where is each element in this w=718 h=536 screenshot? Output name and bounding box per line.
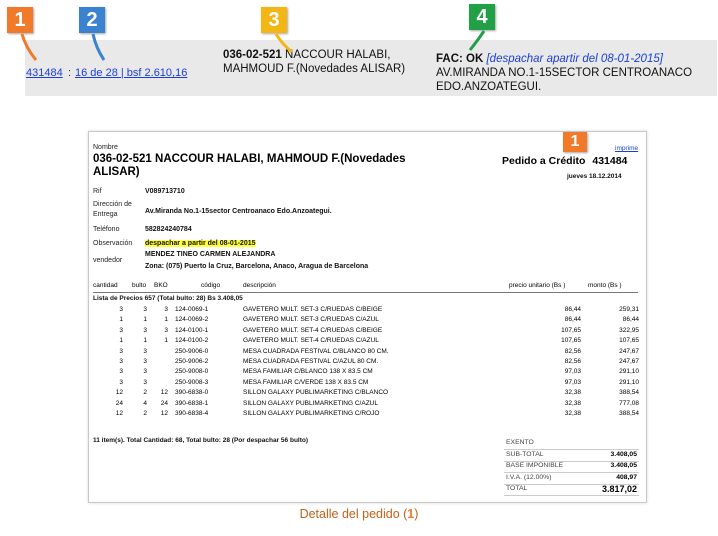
cell-bulto: 3	[143, 378, 147, 386]
table-row	[89, 358, 646, 368]
vendedor-zona: Zona: (075) Puerto la Cruz, Barcelona, Anaco, Aragua de Barcelona	[145, 263, 369, 270]
cell-bko: 1	[164, 316, 168, 324]
col-precio: precio unitario (Bs )	[509, 282, 566, 289]
nombre-value-line2: ALISAR)	[93, 166, 140, 178]
cell-bulto: 3	[143, 368, 147, 376]
pedido-number: 431484	[592, 155, 628, 167]
print-link[interactable]: imprime	[615, 145, 639, 152]
cell-bulto: 4	[143, 399, 147, 407]
cell-monto: 388,54	[619, 410, 639, 417]
nombre-value	[93, 153, 405, 179]
order-date: jueves 18.12.2014	[567, 173, 622, 180]
cell-precio: 32,38	[564, 399, 581, 407]
cell-codigo: 390-6838-4	[175, 410, 209, 417]
direccion-label	[93, 200, 132, 220]
caption-close: )	[414, 507, 419, 521]
col-codigo: código	[201, 282, 221, 289]
observacion-value: despachar a partir del 08-01-2015	[145, 240, 256, 247]
rif-value: V089713710	[145, 188, 185, 195]
cell-monto: 247,67	[619, 347, 639, 355]
cell-codigo: 124-0069-1	[175, 306, 209, 313]
order-detail-document	[88, 131, 647, 503]
totals-label: BASE IMPONIBLE	[506, 462, 564, 470]
cell-descripcion: MESA CUADRADA FESTIVAL C/AZUL 80 CM.	[243, 358, 379, 365]
cell-precio: 107,65	[561, 326, 581, 334]
cell-cantidad: 3	[119, 347, 123, 355]
totals-row	[504, 461, 639, 473]
cell-bko: 3	[164, 306, 168, 313]
cell-precio: 86,44	[564, 306, 581, 313]
items-table-header	[93, 282, 638, 293]
cell-monto: 777,08	[619, 399, 639, 407]
callout-arrows	[0, 0, 718, 100]
cell-monto: 247,67	[619, 358, 639, 365]
cell-precio: 97,03	[564, 368, 581, 376]
table-row	[89, 306, 646, 316]
cell-bulto: 2	[143, 410, 147, 417]
table-row	[89, 348, 646, 358]
cell-bko: 1	[164, 337, 168, 345]
cell-codigo: 390-6838-0	[175, 389, 209, 397]
totals-row	[504, 438, 639, 450]
vendedor-name: MENDEZ TINEO CARMEN ALEJANDRA	[145, 251, 276, 258]
cell-descripcion: GAVETERO MULT. SET-4 C/RUEDAS C/BEIGE	[243, 326, 383, 334]
cell-precio: 107,65	[561, 337, 581, 345]
vendedor-label: vendedor	[93, 257, 123, 264]
callout-badge-1: 1	[7, 7, 33, 33]
arrow-4	[470, 31, 484, 50]
table-row	[89, 368, 646, 378]
cell-monto: 291,10	[619, 378, 639, 386]
cell-precio: 82,56	[564, 358, 581, 365]
totals-label: EXENTO	[506, 439, 534, 446]
cell-bulto: 3	[143, 358, 147, 365]
pedido-title	[502, 155, 627, 168]
totals-label: TOTAL	[506, 485, 528, 493]
cell-monto: 291,10	[619, 368, 639, 376]
cell-bulto: 2	[143, 389, 147, 397]
client-code: 036-02-521	[223, 49, 282, 61]
lista-precios: Lista de Precios 657 (Total bulto: 28) Bs 3.408,05	[93, 295, 243, 302]
cell-codigo: 250-9008-0	[175, 368, 209, 376]
col-bko: BKO	[154, 282, 168, 289]
cell-monto: 86,44	[622, 316, 639, 324]
cell-precio: 97,03	[564, 378, 581, 386]
cell-descripcion: MESA CUADRADA FESTIVAL C/BLANCO 80 CM.	[243, 347, 389, 355]
totals-value: 3.408,05	[610, 462, 637, 470]
col-cantidad: cantidad	[93, 282, 118, 289]
pedido-type: Pedido a Crédito	[502, 155, 586, 167]
cell-descripcion: MESA FAMILIAR C/VERDE 138 X 83.5 CM	[243, 378, 369, 386]
items-summary: 11 item(s). Total Cantidad: 68, Total bulto: 28 (Por despachar 56 bulto)	[93, 437, 309, 444]
table-row	[89, 400, 646, 410]
doc-callout-badge-1: 1	[563, 132, 587, 152]
cell-codigo: 390-6838-1	[175, 399, 209, 407]
callout-badge-4: 4	[469, 4, 495, 30]
cell-cantidad: 3	[119, 358, 123, 365]
arrow-3	[276, 34, 292, 52]
cell-monto: 388,54	[619, 389, 639, 397]
totals-label: I.V.A. (12.00%)	[506, 473, 552, 481]
cell-bulto: 1	[143, 316, 147, 324]
totals-value: 3.408,05	[610, 450, 637, 458]
cell-cantidad: 1	[119, 337, 123, 345]
direccion-label-line1: Dirección de	[93, 201, 132, 208]
cell-cantidad: 12	[115, 410, 123, 417]
cell-cantidad: 1	[119, 316, 123, 324]
table-row	[89, 337, 646, 347]
address-line2: EDO.ANZOATEGUI.	[436, 81, 542, 93]
totals-row	[504, 450, 639, 462]
arrow-2	[93, 34, 104, 60]
cell-bko: 3	[164, 326, 168, 334]
cell-codigo: 124-0100-2	[175, 337, 209, 345]
totals-row	[504, 484, 639, 496]
cell-descripcion: SILLON GALAXY PUBLIMARKETING C/ROJO	[243, 410, 380, 417]
totals-label: SUB-TOTAL	[506, 450, 544, 458]
nombre-value-line1: 036-02-521 NACCOUR HALABI, MAHMOUD F.(Novedades	[93, 153, 406, 165]
cell-monto: 107,65	[619, 337, 639, 345]
fac-dispatch-note: [despachar apartir del 08-01-2015]	[486, 53, 663, 65]
cell-precio: 32,38	[564, 410, 581, 417]
cell-cantidad: 24	[115, 399, 123, 407]
cell-descripcion: GAVETERO MULT. SET-4 C/RUEDAS C/AZUL	[243, 337, 379, 345]
arrow-1	[22, 34, 36, 60]
cell-codigo: 250-9006-0	[175, 347, 209, 355]
table-row	[89, 389, 646, 399]
cell-cantidad: 3	[119, 306, 123, 313]
cell-descripcion: GAVETERO MULT. SET-3 C/RUEDAS C/AZUL	[243, 316, 379, 324]
table-row	[89, 327, 646, 337]
cell-codigo: 250-9008-3	[175, 378, 209, 386]
client-name-line2: MAHMOUD F.(Novedades ALISAR)	[223, 63, 406, 75]
observacion-label: Observación	[93, 240, 133, 247]
cell-descripcion: SILLON GALAXY PUBLIMARKETING C/AZUL	[243, 399, 378, 407]
totals-value: 408,97	[616, 473, 637, 481]
cell-bulto: 3	[143, 347, 147, 355]
table-row	[89, 379, 646, 389]
cell-bko: 12	[160, 410, 168, 417]
cell-precio: 82,56	[564, 347, 581, 355]
cell-monto: 322,95	[619, 326, 639, 334]
cell-bko: 12	[160, 389, 168, 397]
rif-label: Rif	[93, 188, 102, 195]
cell-cantidad: 3	[119, 326, 123, 334]
callout-badge-2: 2	[79, 7, 105, 33]
table-row	[89, 316, 646, 326]
colon-separator: :	[68, 67, 72, 79]
totals-value: 3.817,02	[601, 484, 637, 495]
cell-codigo: 124-0100-1	[175, 326, 209, 334]
table-row	[89, 410, 646, 420]
cell-descripcion: SILLON GALAXY PUBLIMARKETING C/BLANCO	[243, 389, 389, 397]
cell-bko: 24	[160, 399, 168, 407]
cell-bulto: 3	[143, 326, 147, 334]
direccion-label-line2: Entrega	[93, 211, 118, 218]
address-line1: AV.MIRANDA NO.1-15SECTOR CENTROANACO	[436, 67, 693, 79]
col-bulto: bulto	[132, 282, 147, 289]
client-name-line1: NACCOUR HALABI,	[285, 49, 391, 61]
cell-descripcion: GAVETERO MULT. SET-3 C/RUEDAS C/BEIGE	[243, 306, 383, 313]
callout-badge-3: 3	[261, 7, 287, 33]
cell-monto: 259,31	[619, 306, 639, 313]
order-number-link[interactable]: 431484	[26, 67, 63, 79]
caption-text: Detalle del pedido (	[299, 507, 408, 521]
cell-cantidad: 3	[119, 378, 123, 386]
cell-bulto: 1	[143, 337, 147, 345]
figure-caption	[0, 507, 718, 521]
cell-descripcion: MESA FAMILIAR C/BLANCO 138 X 83.5 CM	[243, 368, 373, 376]
telefono-label: Teléfono	[93, 226, 120, 233]
col-monto: monto (Bs )	[588, 282, 622, 289]
cell-cantidad: 12	[115, 389, 123, 397]
page-amount-link[interactable]: 16 de 28 | bsf 2.610,16	[75, 67, 188, 79]
cell-codigo: 250-9006-2	[175, 358, 209, 365]
caption-number: 1	[407, 507, 415, 521]
cell-bulto: 3	[143, 306, 147, 313]
cell-precio: 32,38	[564, 389, 581, 397]
telefono-value: 582824240784	[145, 226, 192, 233]
cell-codigo: 124-0069-2	[175, 316, 209, 324]
fac-status: FAC: OK	[436, 53, 484, 65]
direccion-value: Av.Miranda No.1-15sector Centroanaco Edo.Anzoategui.	[145, 208, 332, 215]
totals-row	[504, 473, 639, 485]
col-descripcion: descripción	[243, 282, 276, 289]
cell-cantidad: 3	[119, 368, 123, 376]
cell-precio: 86,44	[564, 316, 581, 324]
nombre-label: Nombre	[93, 144, 118, 151]
